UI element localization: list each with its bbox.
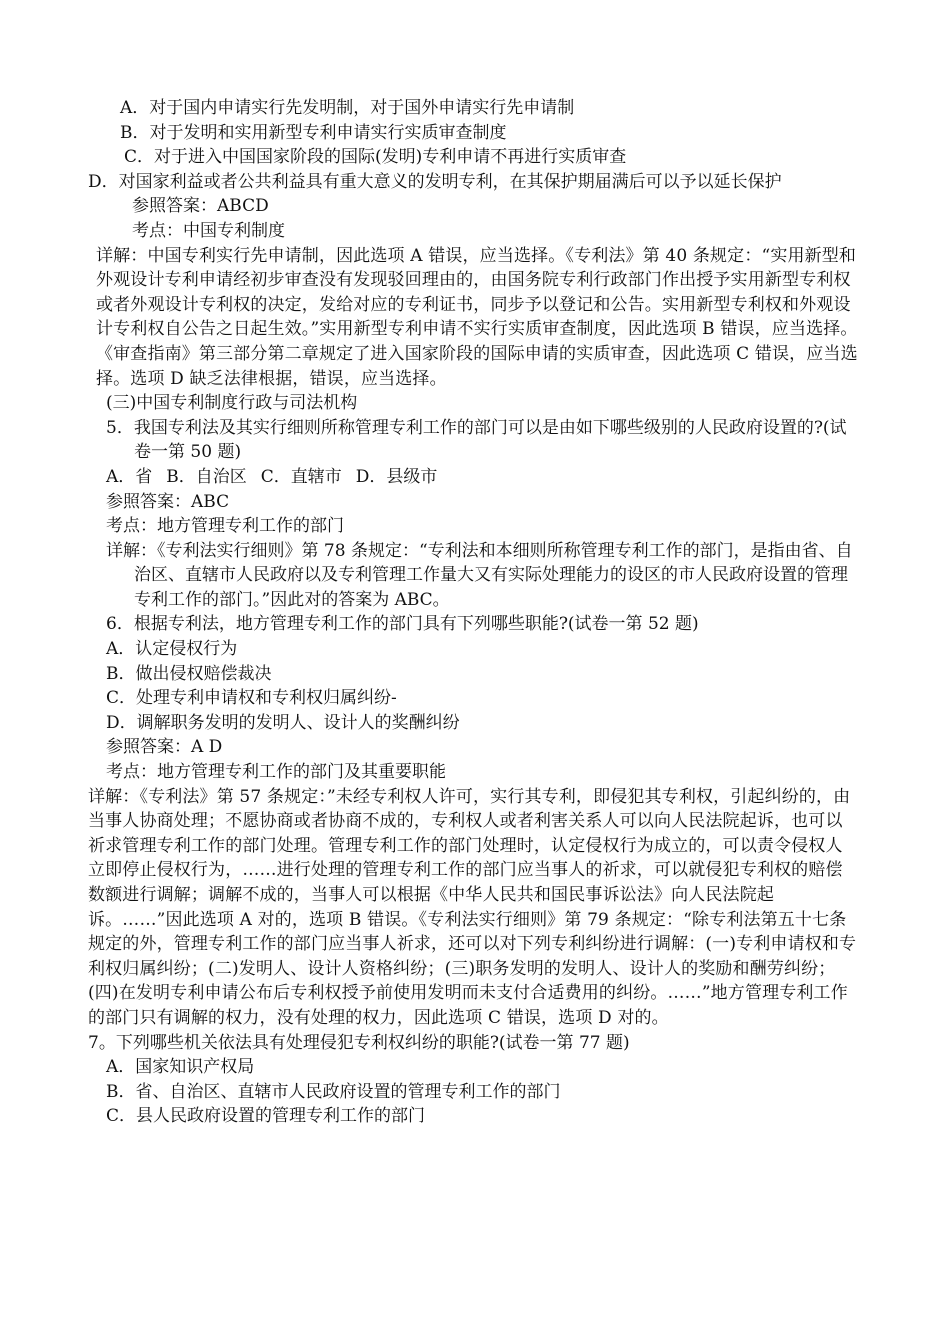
q4-option-a: A．对于国内申请实行先发明制，对于国外申请实行先申请制 <box>120 98 575 118</box>
q4-point: 考点：中国专利制度 <box>132 220 285 241</box>
q5-point: 考点：地方管理专利工作的部门 <box>106 516 344 537</box>
q6-point: 考点：地方管理专利工作的部门及其重要职能 <box>106 762 446 783</box>
q5-options <box>88 465 858 490</box>
document-body <box>88 96 858 1129</box>
q5-option-a: A．省 <box>106 466 153 487</box>
q5-explanation: 详解：《专利法实行细则》第 78 条规定：“专利法和本细则所称管理专利工作的部门，是指由省、自治区、直辖市人民政府以及专利管理工作量大又有实际处理能力的设区的市人民政府设置的管理专利工作的部门。”因此对的答案为 ABC。 <box>106 540 853 610</box>
q7-option-c: C．县人民政府设置的管理专利工作的部门 <box>106 1106 426 1127</box>
q7-option-b: B．省、自治区、直辖市人民政府设置的管理专利工作的部门 <box>106 1081 561 1102</box>
q6-option-b: B．做出侵权赔偿裁决 <box>106 663 272 684</box>
q6-explanation: 详解：《专利法》第 57 条规定：”未经专利权人许可，实行其专利，即侵犯其专利权，引起纠纷的，由当事人协商处理；不愿协商或者协商不成的，专利权人或者利害关系人可以向人民法院起诉，也可以祈求管理专利工作的部门处理。管理专利工作的部门处理时，认定侵权行为成立的，可以责令侵权人立即停止侵权行为，……进行处理的管理专利工作的部门应当事人的祈求，可以就侵犯专利权的赔偿数额进行调解；调解不成的，当事人可以根据《中华人民共和国民事诉讼法》向人民法院起诉。……”因此选项 A 对的，选项 B 错误。《专利法实行细则》第 79 条规定：“除专利法第五十七条规定的外，管理专利工作的部门应当事人祈求，还可以对下列专利纠纷进行调解：(一)专利申请权和专利权归属纠纷；(二)发明人、设计人资格纠纷；(三)职务发明的发明人、设计人的奖励和酬劳纠纷；(四)在发明专利申请公布后专利权授予前使用发明而未支付合适费用的纠纷。……”地方管理专利工作的部门只有调解的权力，没有处理的权力，因此选项 C 错误，选项 D 对的。 <box>88 786 857 1028</box>
q6-question: 6．根据专利法，地方管理专利工作的部门具有下列哪些职能?(试卷一第 52 题) <box>106 614 699 635</box>
q5-answer: 参照答案：ABC <box>106 491 230 512</box>
q6-option-a: A．认定侵权行为 <box>106 639 238 660</box>
q4-option-d: D．对国家利益或者公共利益具有重大意义的发明专利，在其保护期届满后可以予以延长保护 <box>88 171 782 192</box>
q6-option-c: C．处理专利申请权和专利权归属纠纷- <box>106 688 397 709</box>
q5-option-c: C．直辖市 <box>260 466 342 487</box>
q6-option-d: D．调解职务发明的发明人、设计人的奖酬纠纷 <box>106 712 460 733</box>
q5-question: 5．我国专利法及其实行细则所称管理专利工作的部门可以是由如下哪些级别的人民政府设置的?(试卷一第 50 题) <box>106 417 847 463</box>
q6-answer: 参照答案：A D <box>106 737 223 758</box>
q4-option-b: B．对于发明和实用新型专利申请实行实质审查制度 <box>120 122 507 143</box>
q4-answer: 参照答案：ABCD <box>132 196 269 217</box>
q5-option-b: B．自治区 <box>166 466 247 487</box>
q7-question: 7。下列哪些机关依法具有处理侵犯专利权纠纷的职能?(试卷一第 77 题) <box>88 1032 630 1053</box>
q4-option-c: C．对于进入中国国家阶段的国际(发明)专利申请不再进行实质审查 <box>124 147 627 168</box>
q5-option-d: D．县级市 <box>355 466 438 487</box>
q4-explanation: 详解：中国专利实行先申请制，因此选项 A 错误，应当选择。《专利法》第 40 条规定：“实用新型和外观设计专利申请经初步审查没有发现驳回理由的，由国务院专利行政部门作出授予实用新型专利权或者外观设计专利权的决定，发给对应的专利证书，同步予以登记和公告。实用新型专利权和外观设计专利权自公告之日起生效。”实用新型专利申请不实行实质审查制度，因此选项 B 错误，应当选择。《审查指南》第三部分第二章规定了进入国家阶段的国际申请的实质审查，因此选项 C 错误，应当选择。选项 D 缺乏法律根据，错误，应当选择。 <box>96 245 858 389</box>
q7-option-a: A．国家知识产权局 <box>106 1057 255 1078</box>
section-heading: (三)中国专利制度行政与司法机构 <box>106 393 358 414</box>
